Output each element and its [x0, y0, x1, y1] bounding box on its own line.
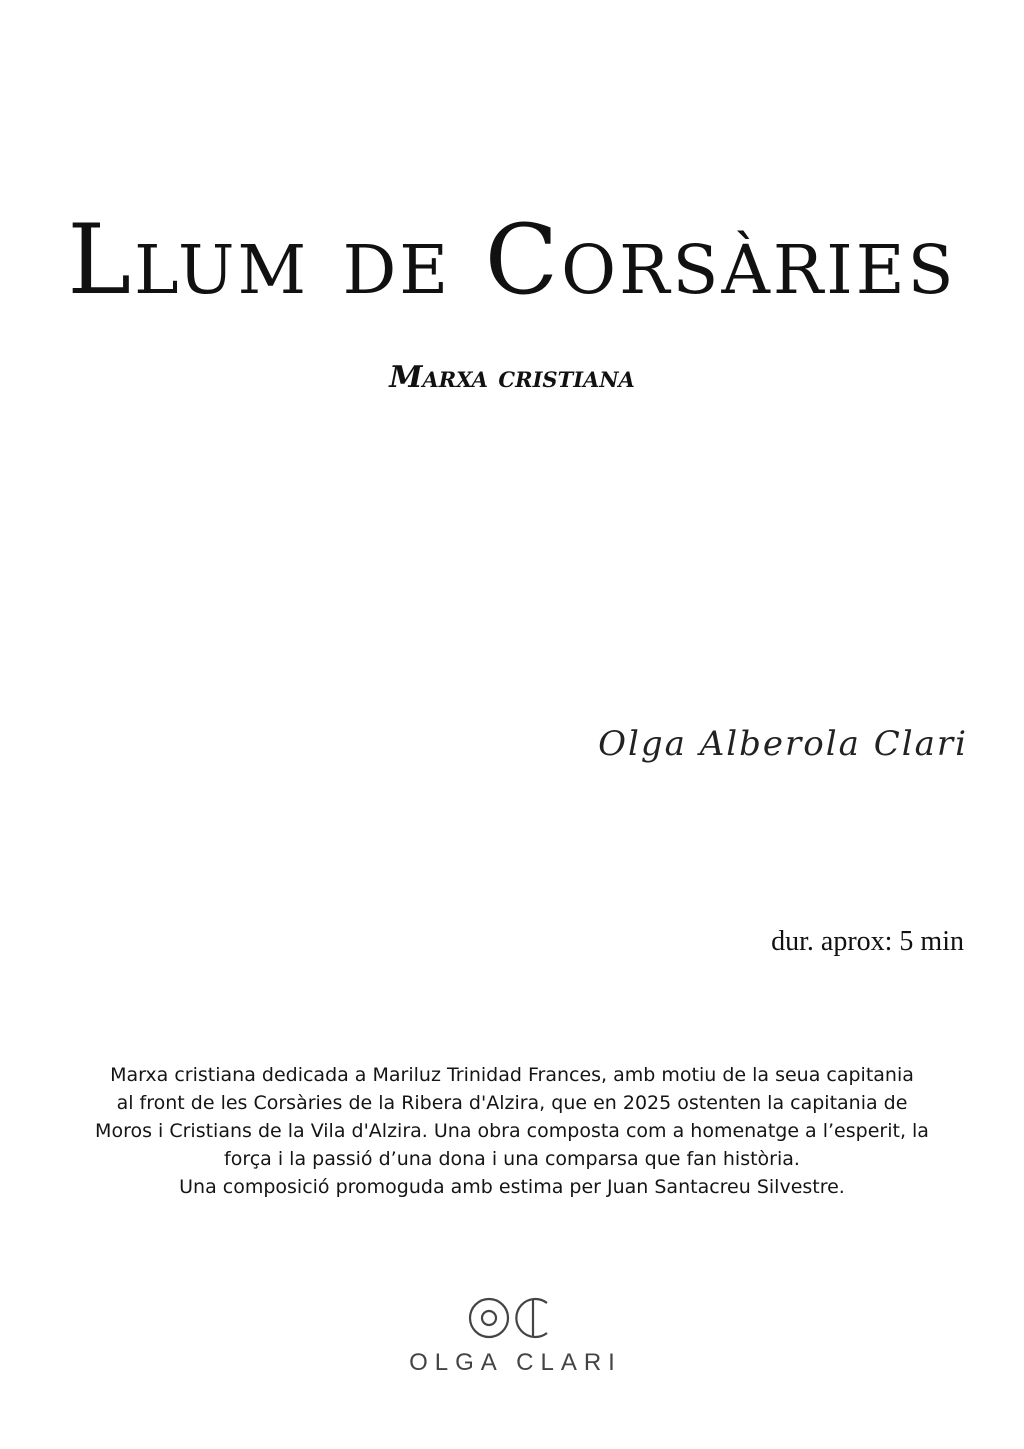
dedication-text [40, 1061, 984, 1201]
dedication-line: al front de les Corsàries de la Ribera d'Alzira, que en 2025 ostenten la capitania de [116, 1092, 908, 1114]
dedication-line: força i la passió d’una dona i una comparsa que fan història. [224, 1148, 800, 1170]
duration-label: dur. aprox: 5 min [771, 926, 964, 957]
brand-logo [0, 1296, 1024, 1378]
dedication-line: Una composició promoguda amb estima per Juan Santacreu Silvestre. [179, 1176, 845, 1198]
dedication-line: Moros i Cristians de la Vila d'Alzira. Una obra composta com a homenatge a l’esperit, la [95, 1120, 929, 1142]
composer-name: Olga Alberola Clari [598, 724, 968, 764]
brand-logo-text: OLGA CLARI [409, 1349, 622, 1376]
oc-monogram-icon [467, 1296, 557, 1340]
page-title: Llum de Corsàries [67, 204, 957, 316]
page-subtitle: Marxa cristiana [389, 360, 635, 395]
dedication-line: Marxa cristiana dedicada a Mariluz Trinidad Frances, amb motiu de la seua capitania [110, 1064, 914, 1086]
